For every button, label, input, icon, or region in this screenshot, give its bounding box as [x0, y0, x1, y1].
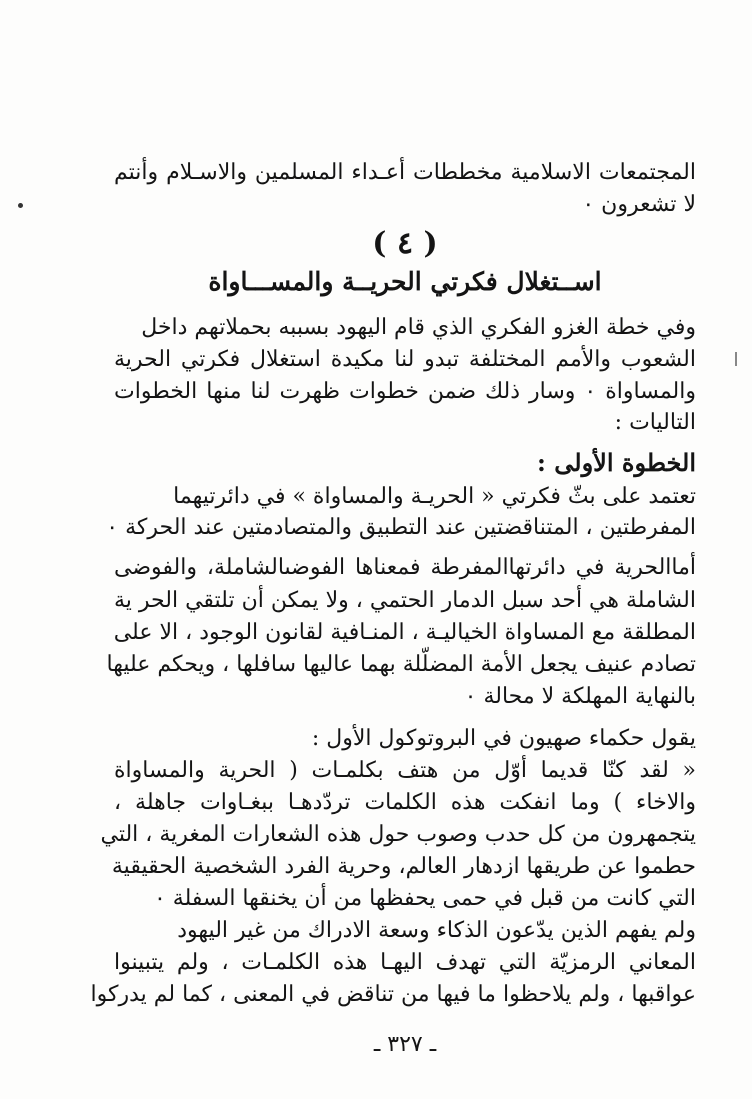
text-line: الشاملة هي أحد سبل الدمار الحتمي ، ولا يمكن أن تلتقي الحر ية	[114, 588, 696, 613]
quote-line: يتجمهرون من كل حدب وصوب حول هذه الشعارات المغرية ، التي	[100, 822, 696, 847]
text-line: بالنهاية المهلكة لا محالة ٠	[464, 684, 696, 709]
text-line: المجتمعات الاسلامية مخططات أعـداء المسلمين والاسـلام وأنتم	[114, 160, 696, 185]
text-line: تصادم عنيف يجعل الأمة المضلّلة بهما عاليها سافلها ، ويحكم عليها	[106, 652, 696, 677]
text-line: أماالحرية في دائرتهاالمفرطة فمعناها الفوضىالشاملة، والفوضى	[114, 555, 696, 580]
text-line: عواقبها ، ولم يلاحظوا ما فيها من تناقض في المعنى ، كما لم يدركوا	[90, 982, 696, 1007]
quote-line: والاخاء ) وما انفكت هذه الكلمات تردّدهـا ببغـاوات جاهلة ،	[114, 790, 696, 815]
text-line: ولم يفهم الذين يدّعون الذكاء وسعة الادراك من غير اليهود	[177, 918, 696, 943]
margin-mark	[735, 352, 737, 366]
step-heading: الخطوة الأولى :	[537, 448, 696, 477]
quote-line: حطموا عن طريقها ازدهار العالم، وحرية الفرد الشخصية الحقيقية	[111, 854, 696, 879]
text-line: المطلقة مع المساواة الخياليـة ، المنـافية لقانون الوجود ، الا على	[113, 620, 696, 645]
text-line: التاليات :	[614, 410, 696, 435]
text-line: المعاني الرمزيّة التي تهدف اليهـا هذه الكلمـات ، ولم يتبينوا	[114, 950, 697, 975]
margin-speck	[18, 203, 23, 208]
text-line: يقول حكماء صهيون في البروتوكول الأول :	[311, 726, 696, 751]
quote-line: التي كانت من قبل في حمى يحفظها من أن يخنقها السفلة ٠	[153, 886, 696, 911]
section-number: ( ٤ )	[372, 226, 438, 261]
text-line: والمساواة ٠ وسار ذلك ضمن خطوات ظهرت لنا منها الخطوات	[114, 379, 696, 404]
section-title: اســتغلال فكرتي الحريــة والمســـاواة	[208, 267, 602, 296]
page-number: ـ ٣٢٧ ـ	[373, 1032, 437, 1057]
text-line: تعتمد على بثّ فكرتي « الحريـة والمساواة » في دائرتيهما	[173, 484, 696, 509]
quote-line: « لقد كنّا قديما أوّل من هتف بكلمـات ( الحرية والمساواة	[114, 758, 696, 783]
text-line: المفرطتين ، المتناقضتين عند التطبيق والمتصادمتين عند الحركة ٠	[106, 515, 696, 540]
text-line: وفي خطة الغزو الفكري الذي قام اليهود بسببه بحملاتهم داخل	[141, 315, 696, 340]
text-line: لا تشعرون ٠	[582, 192, 696, 217]
text-line: الشعوب والأمم المختلفة تبدو لنا مكيدة استغلال فكرتي الحرية	[114, 347, 696, 372]
